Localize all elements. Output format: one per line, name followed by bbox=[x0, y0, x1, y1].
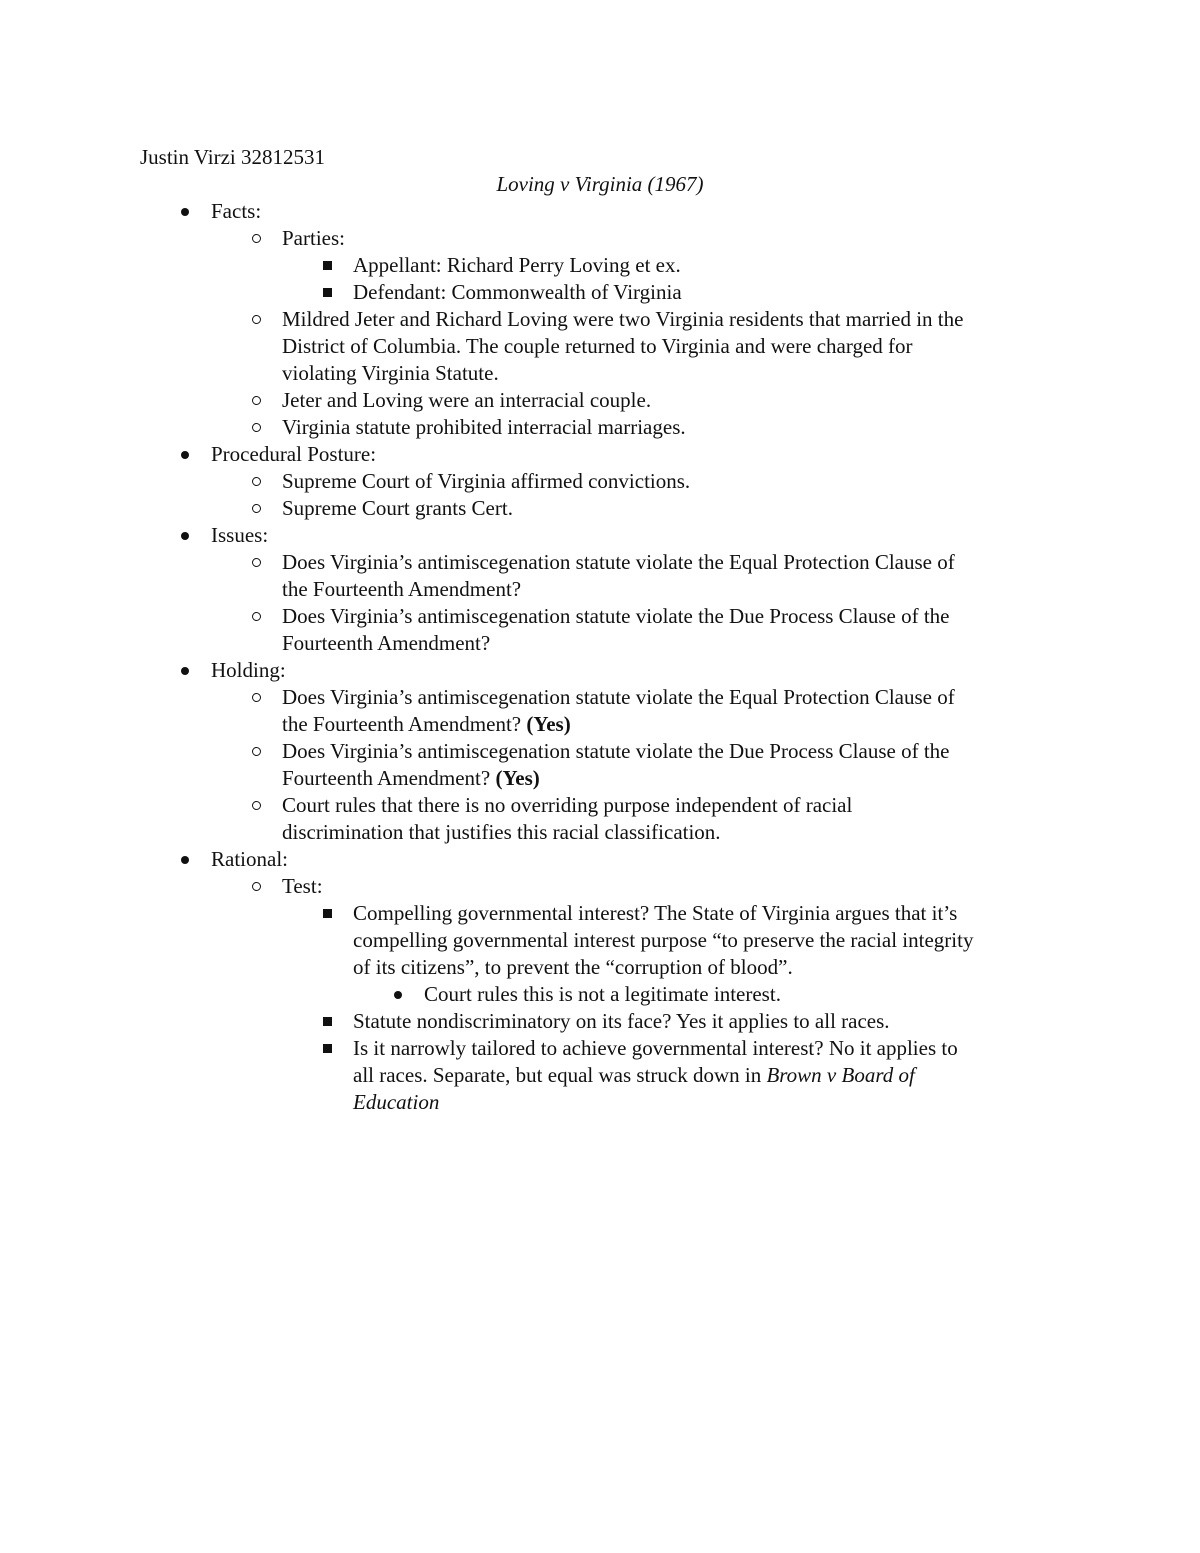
bullet-dot-icon bbox=[175, 441, 195, 468]
list-item: Does Virginia’s antimiscegenation statute violate the Due Process Clause of the Fourteenth Amendment? (Yes) bbox=[140, 738, 1060, 792]
holding-answer: (Yes) bbox=[526, 712, 571, 736]
bullet-circle-icon bbox=[246, 738, 266, 765]
bullet-dot-icon bbox=[175, 657, 195, 684]
list-item: Court rules this is not a legitimate interest. bbox=[140, 981, 1060, 1008]
list-item: Court rules that there is no overriding purpose independent of racial discrimination that justifies this racial classification. bbox=[140, 792, 1060, 846]
bullet-circle-icon bbox=[246, 306, 266, 333]
list-item: Virginia statute prohibited interracial marriages. bbox=[140, 414, 1060, 441]
bullet-dot-icon bbox=[175, 522, 195, 549]
bullet-circle-icon bbox=[246, 684, 266, 711]
bullet-dot-icon bbox=[175, 846, 195, 873]
list-item: Jeter and Loving were an interracial couple. bbox=[140, 387, 1060, 414]
section-facts bbox=[140, 198, 1060, 225]
list-item: Supreme Court of Virginia affirmed convictions. bbox=[140, 468, 1060, 495]
bullet-circle-icon bbox=[246, 603, 266, 630]
bullet-dot-icon bbox=[175, 198, 195, 225]
list-item: Does Virginia’s antimiscegenation statute violate the Equal Protection Clause of the Fourteenth Amendment? (Yes) bbox=[140, 684, 1060, 738]
section-issues bbox=[140, 522, 1060, 549]
section-label: Holding: bbox=[211, 658, 286, 682]
list-item: Parties: bbox=[140, 225, 1060, 252]
bullet-circle-icon bbox=[246, 468, 266, 495]
bullet-circle-icon bbox=[246, 549, 266, 576]
section-holding bbox=[140, 657, 1060, 684]
author-line: Justin Virzi 32812531 bbox=[140, 145, 326, 169]
bullet-dot-icon bbox=[388, 981, 408, 1008]
bullet-square-icon bbox=[317, 1008, 337, 1035]
bullet-circle-icon bbox=[246, 414, 266, 441]
section-label: Issues: bbox=[211, 523, 269, 547]
list-item: Supreme Court grants Cert. bbox=[140, 495, 1060, 522]
bullet-square-icon bbox=[317, 252, 337, 279]
bullet-circle-icon bbox=[246, 495, 266, 522]
list-item: Statute nondiscriminatory on its face? Yes it applies to all races. bbox=[140, 1008, 1060, 1035]
bullet-circle-icon bbox=[246, 387, 266, 414]
list-item: Defendant: Commonwealth of Virginia bbox=[140, 279, 1060, 306]
section-procedural-posture bbox=[140, 441, 1060, 468]
section-rational bbox=[140, 846, 1060, 873]
bullet-circle-icon bbox=[246, 792, 266, 819]
case-brief-outline bbox=[140, 198, 1060, 1116]
list-item: Test: bbox=[140, 873, 1060, 900]
list-item: Compelling governmental interest? The State of Virginia argues that it’s compelling governmental interest purpose “to preserve the racial integrity of its citizens”, to prevent the “corruption of blood”. bbox=[140, 900, 1060, 981]
bullet-circle-icon bbox=[246, 873, 266, 900]
list-item: Appellant: Richard Perry Loving et ex. bbox=[140, 252, 1060, 279]
case-citation: Brown v Board of bbox=[766, 1063, 915, 1087]
list-item: Does Virginia’s antimiscegenation statute violate the Equal Protection Clause of the Fourteenth Amendment? bbox=[140, 549, 1060, 603]
section-label: Rational: bbox=[211, 847, 288, 871]
list-item: Is it narrowly tailored to achieve governmental interest? No it applies to all races. Separate, but equal was struck down in Brown v Board of Education bbox=[140, 1035, 1060, 1116]
holding-answer: (Yes) bbox=[495, 766, 540, 790]
bullet-circle-icon bbox=[246, 225, 266, 252]
list-item: Does Virginia’s antimiscegenation statute violate the Due Process Clause of the Fourteenth Amendment? bbox=[140, 603, 1060, 657]
case-title: Loving v Virginia (1967) bbox=[496, 172, 704, 196]
section-label: Facts: bbox=[211, 199, 262, 223]
bullet-square-icon bbox=[317, 900, 337, 927]
list-item: Mildred Jeter and Richard Loving were two Virginia residents that married in the District of Columbia. The couple returned to Virginia and were charged for violating Virginia Statute. bbox=[140, 306, 1060, 387]
case-citation: Education bbox=[353, 1090, 440, 1114]
bullet-square-icon bbox=[317, 1035, 337, 1062]
bullet-square-icon bbox=[317, 279, 337, 306]
section-label: Procedural Posture: bbox=[211, 442, 377, 466]
